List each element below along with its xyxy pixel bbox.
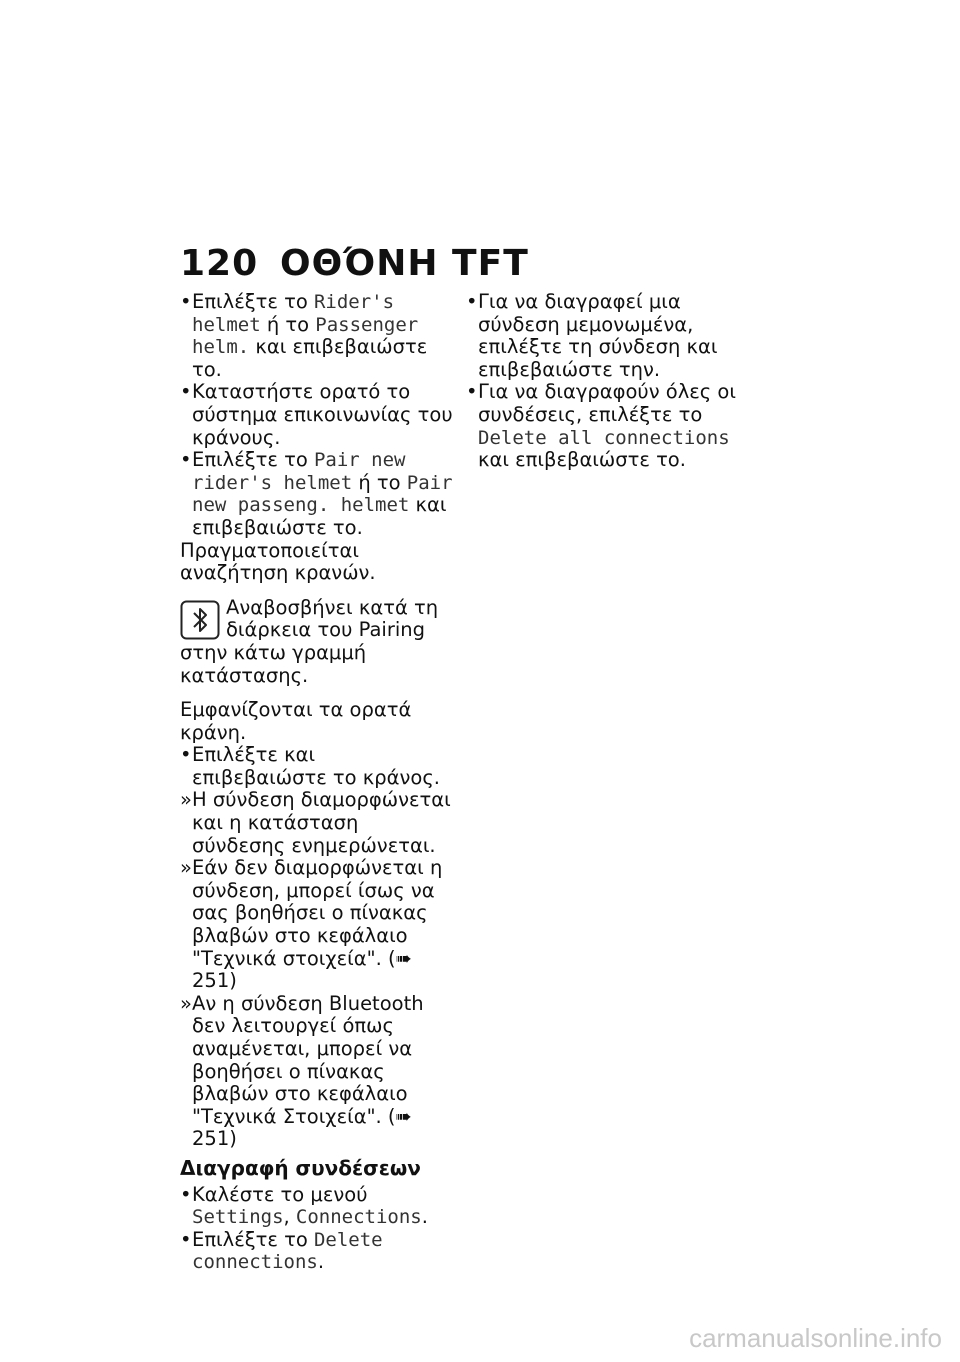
right-column xyxy=(466,291,741,472)
bluetooth-note xyxy=(180,597,455,687)
menu-option: Delete all connections xyxy=(478,426,730,449)
text: Για να διαγραφεί μια σύνδεση μεμονωμένα, επιλέξτε τη σύνδεση και επιβεβαιώστε την. xyxy=(478,290,718,381)
text: , xyxy=(283,1205,296,1229)
bluetooth-icon xyxy=(180,600,220,640)
page-header xyxy=(180,243,529,284)
text: και επιβεβαιώστε το. xyxy=(192,335,428,381)
list-item xyxy=(466,291,741,381)
result-item xyxy=(180,789,455,857)
text: Επιλέξτε και επιβεβαιώστε το κράνος. xyxy=(192,743,440,789)
text: ή το xyxy=(260,312,316,336)
list-item xyxy=(180,449,455,539)
text: Επιλέξτε το xyxy=(192,290,314,313)
bullet-marker: • xyxy=(180,1182,192,1206)
menu-option: Connections xyxy=(295,1206,422,1229)
bullet-marker: • xyxy=(180,1227,192,1251)
menu-option: Pair new passeng. helmet xyxy=(192,471,453,517)
menu-option: Settings xyxy=(192,1206,284,1229)
text: Επιλέξτε το xyxy=(192,448,314,472)
list-item xyxy=(180,1229,455,1274)
bullet-marker: • xyxy=(180,743,192,767)
paragraph: Πραγματοποιείται αναζήτηση κρανών. xyxy=(180,538,376,585)
left-column xyxy=(180,291,455,1274)
text: Εάν δεν διαμορφώνεται η σύνδεση, μπορεί ίσως να σας βοηθήσει ο πίνακας βλαβών στο κεφάλαιο "Τεχνικά στοιχεία". ( xyxy=(192,856,443,970)
watermark: carmanualsonline.info xyxy=(689,1323,942,1353)
text: . xyxy=(317,1250,325,1274)
text: ) xyxy=(229,969,237,993)
page-reference[interactable]: 251 xyxy=(192,969,230,993)
menu-option: Delete connections xyxy=(192,1228,383,1274)
text: . xyxy=(421,1205,428,1229)
paragraph: Εμφανίζονται τα ορατά κράνη. xyxy=(180,698,412,744)
list-item xyxy=(180,381,455,449)
arrow-right-icon: ➠ xyxy=(395,1104,412,1128)
section-title: Διαγραφή συνδέσεων xyxy=(180,1155,421,1180)
result-item xyxy=(180,857,455,993)
text: Αν η σύνδεση Bluetooth δεν λειτουργεί όπως αναμένεται, μπορεί να βοηθήσει ο πίνακας βλαβών στο κεφάλαιο "Τεχνικά Στοιχεία". ( xyxy=(192,991,424,1128)
bullet-marker: • xyxy=(466,290,478,313)
text: Καλέστε το μενού xyxy=(192,1182,368,1206)
result-marker: » xyxy=(180,856,192,880)
text: Για να διαγραφούν όλες οι συνδέσεις, επιλέξτε το xyxy=(478,380,736,426)
bullet-marker: • xyxy=(180,380,192,404)
text: ή το xyxy=(352,470,407,494)
page-title: ΟΘΌΝΗ TFT xyxy=(280,243,529,284)
list-item xyxy=(466,381,741,471)
page-number: 120 xyxy=(180,243,259,284)
menu-option: Passenger helm. xyxy=(192,313,419,359)
text: και επιβεβαιώστε το. xyxy=(478,448,686,472)
text: Η σύνδεση διαμορφώνεται και η κατάσταση σύνδεσης ενημερώνεται. xyxy=(192,788,451,857)
list-item xyxy=(180,1184,455,1229)
text: Επιλέξτε το xyxy=(192,1227,314,1251)
list-item xyxy=(180,744,455,789)
bullet-marker: • xyxy=(180,290,192,313)
result-marker: » xyxy=(180,788,192,812)
page-reference[interactable]: 251 xyxy=(192,1127,230,1151)
menu-option: Pair new rider's helmet xyxy=(192,449,406,494)
list-item xyxy=(180,291,455,381)
result-item xyxy=(180,993,455,1151)
bullet-marker: • xyxy=(180,448,192,472)
paragraph: Αναβοσβήνει κατά τη διάρκεια του Pairing στην κάτω γραμμή κατάστασης. xyxy=(180,595,439,687)
arrow-right-icon: ➠ xyxy=(395,946,412,970)
text: και επιβεβαιώστε το. xyxy=(192,493,447,539)
text: Καταστήστε ορατό το σύστημα επικοινωνίας του κράνους. xyxy=(192,380,453,449)
text: ) xyxy=(229,1127,237,1151)
bullet-marker: • xyxy=(466,380,478,404)
result-marker: » xyxy=(180,991,192,1015)
menu-option: Rider's helmet xyxy=(192,291,395,336)
